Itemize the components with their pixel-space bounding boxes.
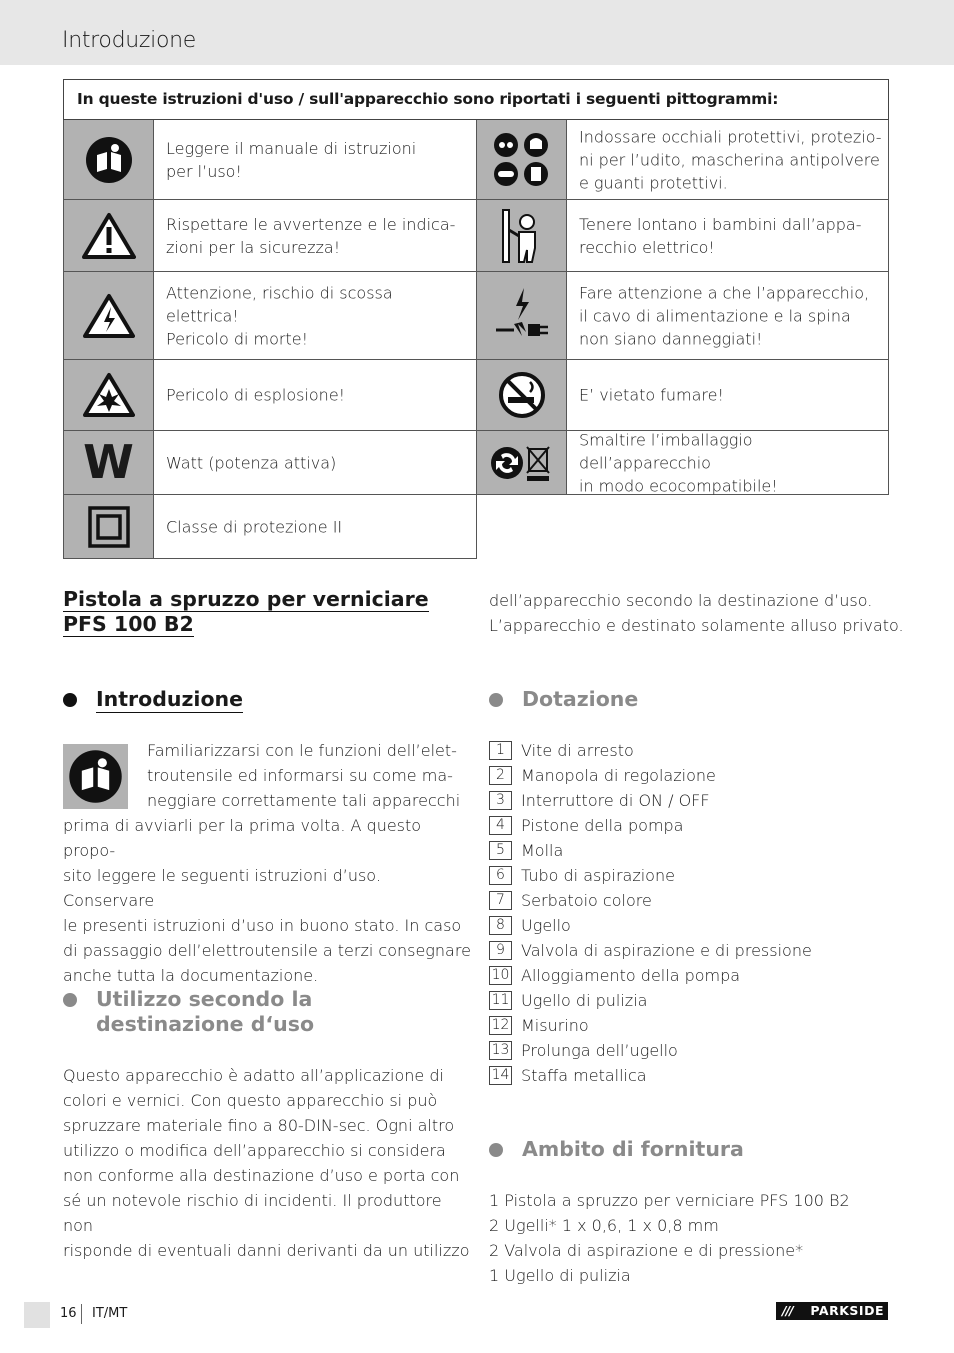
- pictogram-text: Fare attenzione a che l’apparecchio, il cavo di alimentazione e la spina non siano danneggiati!: [579, 283, 870, 348]
- page-title: Introduzione: [62, 28, 196, 53]
- damaged-cable-icon: [477, 272, 567, 359]
- bullet-icon: [63, 693, 77, 707]
- protective-equipment-icon: [477, 120, 567, 199]
- section-heading-scope: [489, 1137, 809, 1165]
- list-item: 2 Ugelli* 1 x 0,6, 1 x 0,8 mm: [489, 1216, 719, 1235]
- product-title-line1: Pistola a spruzzo per verniciare: [63, 587, 429, 611]
- section-heading-intended-use: [63, 987, 393, 1039]
- explosion-icon: [64, 360, 154, 430]
- list-item: 2 Valvola di aspirazione e di pressione*: [489, 1241, 804, 1260]
- list-item: 1 Pistola a spruzzo per verniciare PFS 100 B2: [489, 1191, 850, 1210]
- page-header: [0, 0, 954, 65]
- intended-use-text-continued: dell’apparecchio secondo la destinazione d’uso. L’apparecchio e destinato solamente alluso privato.: [489, 591, 904, 635]
- intro-heading: Introduzione: [96, 687, 244, 711]
- pictogram-row: [476, 431, 889, 495]
- intended-use-heading: Utilizzo secondo la destinazione d‘uso: [96, 987, 315, 1036]
- pictogram-row: [476, 200, 889, 272]
- electric-shock-icon: [64, 272, 154, 359]
- section-heading-equipment: [489, 687, 789, 715]
- product-title: [63, 587, 429, 637]
- pictogram-row: [476, 272, 889, 360]
- pictogram-text: Watt (potenza attiva): [166, 453, 337, 472]
- pictogram-text: Leggere il manuale di istruzioni per l’uso!: [166, 138, 417, 181]
- pictogram-row: [63, 360, 477, 431]
- page-number: 16: [60, 1306, 77, 1321]
- pictogram-row: [476, 360, 889, 431]
- intended-use-text: Questo apparecchio è adatto all’applicazione di colori e vernici. Con questo apparecchio si può spruzzare materiale fino a 80-DIN-sec. Ogni altro utilizzo o modifica dell’apparecchio si considera non conforme alla destinazione d’uso e porta con sé un notevole rischio di incidenti. Il produttore non risponde di eventuali danni derivanti da un utilizzo: [63, 1066, 470, 1260]
- pictogram-row: [476, 120, 889, 200]
- equipment-heading: Dotazione: [522, 687, 639, 711]
- bullet-icon: [63, 993, 77, 1007]
- manual-icon: [63, 744, 128, 809]
- pictogram-table: [63, 79, 889, 536]
- scope-heading: Ambito di fornitura: [522, 1137, 744, 1161]
- footer-divider: [81, 1304, 82, 1324]
- pictogram-text: Classe di protezione II: [166, 517, 343, 536]
- bullet-icon: [489, 1143, 503, 1157]
- pictogram-row: [63, 120, 477, 200]
- pictogram-text: Pericolo di esplosione!: [166, 385, 346, 405]
- language-code: IT/MT: [92, 1306, 128, 1321]
- footer-marker: [24, 1302, 50, 1328]
- product-title-line2: PFS 100 B2: [63, 612, 194, 636]
- keep-children-away-icon: [477, 200, 567, 271]
- pictogram-text: Rispettare le avvertenze e le indica- zioni per la sicurezza!: [166, 214, 456, 257]
- intro-text: prima di avviarli per la prima volta. A questo propo- sito leggere le seguenti istruzioni d’uso. Conservare le presenti istruzioni d’uso in buono stato. In caso di passaggio dell’elettroutensile a terzi consegnare anche tutta la documentazione.: [63, 816, 471, 985]
- list-item: 1 Ugello di pulizia: [489, 1266, 631, 1285]
- pictogram-text: E’ vietato fumare!: [579, 385, 724, 405]
- pictogram-row: [63, 431, 477, 495]
- brand-name: PARKSIDE: [810, 1303, 884, 1318]
- recycling-icon: [477, 431, 567, 494]
- pictogram-text: Tenere lontano i bambini dall’appa- recchio elettrico!: [579, 214, 862, 257]
- watt-symbol: W: [83, 435, 134, 489]
- brand-logo: [776, 1302, 888, 1320]
- pictogram-text: Smaltire l’imballaggio dell’apparecchio in modo ecocompatibile!: [579, 430, 778, 495]
- pictogram-row: [63, 495, 477, 559]
- warning-triangle-icon: [64, 200, 154, 271]
- pictogram-table-heading: In queste istruzioni d'uso / sull'apparecchio sono riportati i seguenti pittogrammi:: [63, 79, 889, 120]
- bullet-icon: [489, 693, 503, 707]
- scope-list: [489, 1188, 850, 1288]
- no-smoking-icon: [477, 360, 567, 430]
- manual-icon: [64, 120, 154, 199]
- pictogram-row: [63, 272, 477, 360]
- section-heading-intro: [63, 687, 363, 715]
- brand-mark: ///: [782, 1303, 793, 1318]
- pictogram-text: Indossare occhiali protettivi, protezio- ni per l’udito, mascherina antipolvere e guanti protettivi.: [579, 127, 882, 192]
- watt-icon: [64, 431, 154, 494]
- intro-text-indented: Familiarizzarsi con le funzioni dell’elet- troutensile ed informarsi su come ma- neggiare correttamente tali apparecchi: [147, 741, 461, 810]
- pictogram-row: [63, 200, 477, 272]
- pictogram-text: Attenzione, rischio di scossa elettrica! Pericolo di morte!: [166, 283, 393, 348]
- protection-class-ii-icon: [64, 495, 154, 558]
